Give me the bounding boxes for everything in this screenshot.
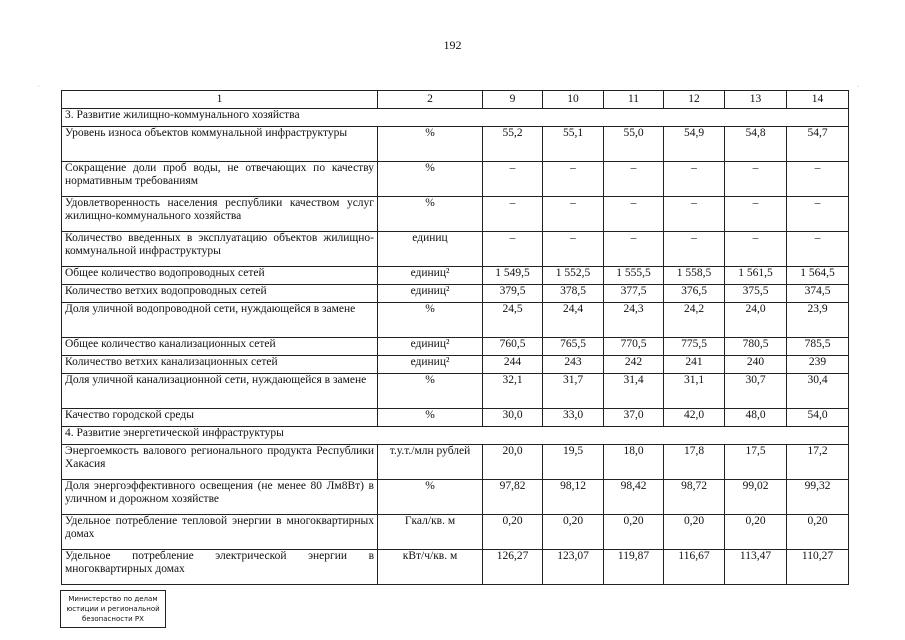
value-cell: – xyxy=(604,232,664,267)
value-cell: – xyxy=(725,197,787,232)
value-cell: 765,5 xyxy=(543,338,604,356)
stamp-line: безопасности РХ xyxy=(82,615,144,623)
indicator-name: Общее количество водопроводных сетей xyxy=(62,267,378,285)
value-cell: 239 xyxy=(787,356,849,374)
indicator-name: Количество ветхих канализационных сетей xyxy=(62,356,378,374)
value-cell: 30,4 xyxy=(787,374,849,409)
value-cell: 0,20 xyxy=(787,515,849,550)
stamp-line: Министерство по делам xyxy=(68,595,158,603)
value-cell: – xyxy=(664,197,725,232)
value-cell: 379,5 xyxy=(483,285,543,303)
value-cell: 1 552,5 xyxy=(543,267,604,285)
value-cell: 23,9 xyxy=(787,303,849,338)
value-cell: 1 558,5 xyxy=(664,267,725,285)
unit-cell: единиц² xyxy=(378,356,483,374)
value-cell: 54,7 xyxy=(787,127,849,162)
value-cell: 30,0 xyxy=(483,409,543,427)
indicator-name: Удельное потребление тепловой энергии в многоквартирных домах xyxy=(62,515,378,550)
table-body xyxy=(62,91,849,585)
value-cell: – xyxy=(483,197,543,232)
value-cell: 55,0 xyxy=(604,127,664,162)
value-cell: 37,0 xyxy=(604,409,664,427)
value-cell: 48,0 xyxy=(725,409,787,427)
value-cell: 31,4 xyxy=(604,374,664,409)
value-cell: – xyxy=(543,197,604,232)
value-cell: – xyxy=(787,197,849,232)
value-cell: 0,20 xyxy=(664,515,725,550)
value-cell: 19,5 xyxy=(543,445,604,480)
value-cell: 123,07 xyxy=(543,550,604,585)
value-cell: 785,5 xyxy=(787,338,849,356)
value-cell: 32,1 xyxy=(483,374,543,409)
section-row xyxy=(62,109,849,127)
unit-cell: % xyxy=(378,374,483,409)
stamp-line: юстиции и региональной xyxy=(66,605,160,613)
value-cell: 775,5 xyxy=(664,338,725,356)
table-row xyxy=(62,303,849,338)
unit-cell: % xyxy=(378,162,483,197)
value-cell: 0,20 xyxy=(543,515,604,550)
value-cell: 33,0 xyxy=(543,409,604,427)
table-row xyxy=(62,285,849,303)
unit-cell: т.у.т./млн рублей xyxy=(378,445,483,480)
value-cell: 378,5 xyxy=(543,285,604,303)
value-cell: 24,0 xyxy=(725,303,787,338)
value-cell: – xyxy=(483,162,543,197)
value-cell: 0,20 xyxy=(483,515,543,550)
value-cell: 780,5 xyxy=(725,338,787,356)
table-row xyxy=(62,267,849,285)
value-cell: 116,67 xyxy=(664,550,725,585)
value-cell: – xyxy=(725,232,787,267)
value-cell: 24,5 xyxy=(483,303,543,338)
value-cell: – xyxy=(664,232,725,267)
value-cell: 31,7 xyxy=(543,374,604,409)
page-number: 192 xyxy=(443,38,462,52)
table-row xyxy=(62,162,849,197)
value-cell: 98,42 xyxy=(604,480,664,515)
value-cell: 54,8 xyxy=(725,127,787,162)
value-cell: 18,0 xyxy=(604,445,664,480)
value-cell: 119,87 xyxy=(604,550,664,585)
value-cell: 110,27 xyxy=(787,550,849,585)
value-cell: – xyxy=(543,162,604,197)
ministry-stamp xyxy=(60,590,166,628)
table-row xyxy=(62,374,849,409)
value-cell: 374,5 xyxy=(787,285,849,303)
header-cell: 11 xyxy=(604,91,664,109)
value-cell: 97,82 xyxy=(483,480,543,515)
table-row xyxy=(62,356,849,374)
indicator-name: Количество ветхих водопроводных сетей xyxy=(62,285,378,303)
unit-cell: единиц² xyxy=(378,267,483,285)
table-row xyxy=(62,197,849,232)
value-cell: 1 549,5 xyxy=(483,267,543,285)
indicator-name: Количество введенных в эксплуатацию объектов жилищно-коммунальной инфраструктуры xyxy=(62,232,378,267)
value-cell: 98,72 xyxy=(664,480,725,515)
value-cell: 42,0 xyxy=(664,409,725,427)
header-cell: 12 xyxy=(664,91,725,109)
unit-cell: единиц² xyxy=(378,285,483,303)
value-cell: 240 xyxy=(725,356,787,374)
value-cell: 1 561,5 xyxy=(725,267,787,285)
table-row xyxy=(62,232,849,267)
header-cell: 9 xyxy=(483,91,543,109)
section-title: 3. Развитие жилищно-коммунального хозяйства xyxy=(62,109,849,127)
indicator-name: Доля уличной водопроводной сети, нуждающейся в замене xyxy=(62,303,378,338)
value-cell: – xyxy=(604,162,664,197)
value-cell: 54,0 xyxy=(787,409,849,427)
value-cell: 55,1 xyxy=(543,127,604,162)
value-cell: 1 555,5 xyxy=(604,267,664,285)
value-cell: 377,5 xyxy=(604,285,664,303)
value-cell: 17,2 xyxy=(787,445,849,480)
value-cell: 1 564,5 xyxy=(787,267,849,285)
value-cell: – xyxy=(787,162,849,197)
value-cell: 20,0 xyxy=(483,445,543,480)
indicator-name: Доля энергоэффективного освещения (не менее 80 Лм8Вт) в уличном и дорожном хозяйстве xyxy=(62,480,378,515)
value-cell: 54,9 xyxy=(664,127,725,162)
section-row xyxy=(62,427,849,445)
value-cell: 24,3 xyxy=(604,303,664,338)
value-cell: 0,20 xyxy=(725,515,787,550)
unit-cell: % xyxy=(378,409,483,427)
value-cell: 241 xyxy=(664,356,725,374)
indicators-table xyxy=(61,90,849,585)
unit-cell: % xyxy=(378,303,483,338)
table-row xyxy=(62,480,849,515)
value-cell: 375,5 xyxy=(725,285,787,303)
table-header-row xyxy=(62,91,849,109)
value-cell: 376,5 xyxy=(664,285,725,303)
table-row xyxy=(62,338,849,356)
value-cell: 17,5 xyxy=(725,445,787,480)
unit-cell: единиц² xyxy=(378,338,483,356)
indicator-name: Энергоемкость валового регионального продукта Республики Хакасия xyxy=(62,445,378,480)
value-cell: 242 xyxy=(604,356,664,374)
table-row xyxy=(62,127,849,162)
indicator-name: Сокращение доли проб воды, не отвечающих по качеству нормативным требованиям xyxy=(62,162,378,197)
unit-cell: кВт/ч/кв. м xyxy=(378,550,483,585)
value-cell: 760,5 xyxy=(483,338,543,356)
value-cell: 126,27 xyxy=(483,550,543,585)
value-cell: 24,4 xyxy=(543,303,604,338)
value-cell: – xyxy=(604,197,664,232)
value-cell: 24,2 xyxy=(664,303,725,338)
unit-cell: % xyxy=(378,480,483,515)
unit-cell: % xyxy=(378,197,483,232)
header-cell: 1 xyxy=(62,91,378,109)
value-cell: 98,12 xyxy=(543,480,604,515)
scan-speck: · xyxy=(38,84,40,90)
value-cell: – xyxy=(725,162,787,197)
value-cell: 770,5 xyxy=(604,338,664,356)
value-cell: 99,02 xyxy=(725,480,787,515)
value-cell: 244 xyxy=(483,356,543,374)
header-cell: 14 xyxy=(787,91,849,109)
indicator-name: Удельное потребление электрической энергии в многоквартирных домах xyxy=(62,550,378,585)
indicator-name: Общее количество канализационных сетей xyxy=(62,338,378,356)
value-cell: – xyxy=(787,232,849,267)
unit-cell: % xyxy=(378,127,483,162)
unit-cell: Гкал/кв. м xyxy=(378,515,483,550)
value-cell: 243 xyxy=(543,356,604,374)
header-cell: 10 xyxy=(543,91,604,109)
value-cell: 113,47 xyxy=(725,550,787,585)
table-row xyxy=(62,409,849,427)
indicator-name: Качество городской среды xyxy=(62,409,378,427)
header-cell: 2 xyxy=(378,91,483,109)
table-row xyxy=(62,445,849,480)
value-cell: – xyxy=(483,232,543,267)
value-cell: 31,1 xyxy=(664,374,725,409)
value-cell: 17,8 xyxy=(664,445,725,480)
section-title: 4. Развитие энергетической инфраструктуры xyxy=(62,427,849,445)
value-cell: 99,32 xyxy=(787,480,849,515)
indicator-name: Доля уличной канализационной сети, нуждающейся в замене xyxy=(62,374,378,409)
value-cell: 0,20 xyxy=(604,515,664,550)
unit-cell: единиц xyxy=(378,232,483,267)
value-cell: 30,7 xyxy=(725,374,787,409)
indicator-name: Удовлетворенность населения республики качеством услуг жилищно-коммунального хозяйства xyxy=(62,197,378,232)
value-cell: – xyxy=(543,232,604,267)
value-cell: – xyxy=(664,162,725,197)
scan-speck: · xyxy=(857,84,859,90)
header-cell: 13 xyxy=(725,91,787,109)
table-row xyxy=(62,515,849,550)
indicator-name: Уровень износа объектов коммунальной инфраструктуры xyxy=(62,127,378,162)
value-cell: 55,2 xyxy=(483,127,543,162)
table-row xyxy=(62,550,849,585)
